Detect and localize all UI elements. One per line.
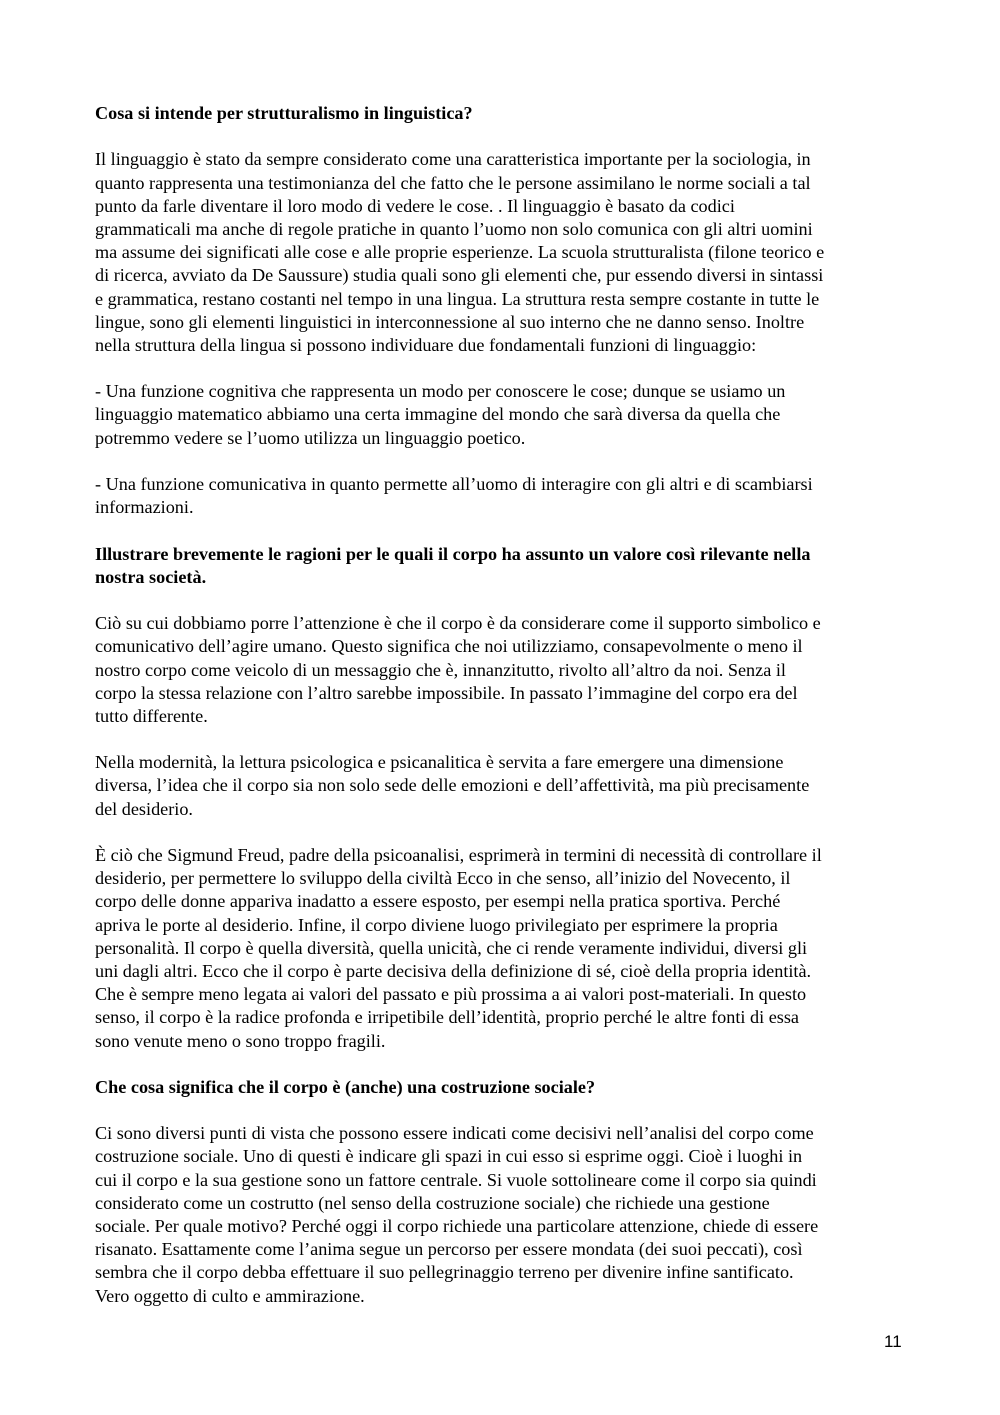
text-line: uni dagli altri. Ecco che il corpo è parte decisiva della definizione di sé, cioè della propria identità. (95, 960, 812, 981)
text-line: e grammatica, restano costanti nel tempo in una lingua. La struttura resta sempre costante in tutte le (95, 288, 820, 309)
text-line: grammaticali ma anche di regole pratiche in quanto l’uomo non solo comunica con gli altri uomini (95, 218, 813, 239)
heading-line: nostra società. (95, 566, 207, 587)
paragraph (95, 1122, 910, 1308)
text-line: - Una funzione cognitiva che rappresenta un modo per conoscere le cose; dunque se usiamo un (95, 381, 786, 402)
paragraph (95, 612, 910, 728)
text-line: Vero oggetto di culto e ammirazione. (95, 1285, 365, 1306)
text-line: sembra che il corpo debba effettuare il suo pellegrinaggio terreno per divenire infine santificato. (95, 1262, 794, 1283)
section-heading (95, 102, 910, 125)
text-line: apriva le porte al desiderio. Infine, il corpo diviene luogo privilegiato per esprimere la propria (95, 914, 778, 935)
text-line: comunicativo dell’agire umano. Questo significa che noi utilizziamo, consapevolmente o meno il (95, 636, 803, 657)
text-line: Ci sono diversi punti di vista che possono essere indicati come decisivi nell’analisi del corpo come (95, 1123, 814, 1144)
text-line: personalità. Il corpo è quella diversità, quella unicità, che ci rende veramente individui, diversi gli (95, 937, 808, 958)
text-line: - Una funzione comunicativa in quanto permette all’uomo di interagire con gli altri e di scambiarsi (95, 474, 813, 494)
text-line: corpo la stessa relazione con l’altro sarebbe impossibile. In passato l’immagine del corpo era del (95, 682, 798, 703)
section-heading (95, 543, 910, 589)
text-line: tutto differente. (95, 705, 208, 726)
paragraph (95, 751, 910, 821)
text-line: Nella modernità, la lettura psicologica e psicanalitica è servita a fare emergere una dimensione (95, 752, 784, 773)
document-page (95, 102, 910, 1331)
text-line: potremmo vedere se l’uomo utilizza un linguaggio poetico. (95, 427, 526, 448)
heading-line: Illustrare brevemente le ragioni per le quali il corpo ha assunto un valore così rilevante nella (95, 543, 811, 564)
text-line: costruzione sociale. Uno di questi è indicare gli spazi in cui esso si esprime oggi. Cioè i luoghi in (95, 1146, 803, 1167)
text-line: risanato. Esattamente come l’anima segue un percorso per essere mondata (dei suoi peccati), così (95, 1239, 803, 1260)
text-line: quanto rappresenta una testimonianza del che fatto che le persone assimilano le norme sociali a tal (95, 172, 811, 193)
text-line: sono venute meno o sono troppo fragili. (95, 1030, 386, 1051)
text-line: nella struttura della lingua si possono individuare due fondamentali funzioni di linguaggio: (95, 334, 757, 355)
text-line: Ciò su cui dobbiamo porre l’attenzione è che il corpo è da considerare come il supporto simbolico e (95, 613, 821, 634)
text-line: linguaggio matematico abbiamo una certa immagine del mondo che sarà diversa da quella che (95, 404, 781, 425)
heading-line: Che cosa significa che il corpo è (anche) una costruzione sociale? (95, 1076, 596, 1097)
text-line: ma assume dei significati alle cose e alle proprie esperienze. La scuola strutturalista (filone teorico e (95, 242, 825, 263)
text-line: È ciò che Sigmund Freud, padre della psicoanalisi, esprimerà in termini di necessità di controllare il (95, 845, 822, 865)
text-line: Il linguaggio è stato da sempre considerato come una caratteristica importante per la sociologia, in (95, 149, 811, 170)
text-line: Che è sempre meno legata ai valori del passato e più prossima a ai valori post-materiali. In questo (95, 984, 807, 1005)
text-line: sociale. Per quale motivo? Perché oggi il corpo richiede una particolare attenzione, chiede di essere (95, 1216, 819, 1236)
paragraph (95, 380, 910, 450)
paragraph (95, 473, 910, 519)
text-line: desiderio, per permettere lo sviluppo della civiltà Ecco in che senso, all’inizio del Novecento, il (95, 868, 791, 889)
text-line: corpo delle donne appariva inadatto a essere esposto, per esempi nella pratica sportiva. Perché (95, 891, 781, 912)
text-line: nostro corpo come veicolo di un messaggio che è, innanzitutto, rivolto all’altro da noi. Senza il (95, 659, 786, 680)
page-number: 11 (884, 1332, 902, 1351)
paragraph (95, 844, 910, 1053)
text-line: informazioni. (95, 497, 194, 518)
text-line: considerato come un costrutto (nel senso della costruzione sociale) che richiede una gestione (95, 1192, 770, 1213)
text-line: senso, il corpo è la radice profonda e irripetibile dell’identità, proprio perché le altre fonti di essa (95, 1007, 799, 1028)
text-line: del desiderio. (95, 798, 193, 819)
text-line: cui il corpo e la sua gestione sono un fattore centrale. Si vuole sottolineare come il corpo sia quindi (95, 1169, 817, 1190)
text-line: diversa, l’idea che il corpo sia non solo sede delle emozioni e dell’affettività, ma più precisamente (95, 775, 810, 796)
heading-line: Cosa si intende per strutturalismo in linguistica? (95, 103, 473, 123)
text-line: di ricerca, avviato da De Saussure) studia quali sono gli elementi che, pur essendo diversi in sintassi (95, 265, 824, 286)
text-line: punto da farle diventare il loro modo di vedere le cose. . Il linguaggio è basato da codici (95, 195, 735, 216)
paragraph (95, 148, 910, 357)
text-line: lingue, sono gli elementi linguistici in interconnessione al suo interno che ne danno senso. Inoltre (95, 311, 805, 332)
section-heading (95, 1076, 910, 1099)
